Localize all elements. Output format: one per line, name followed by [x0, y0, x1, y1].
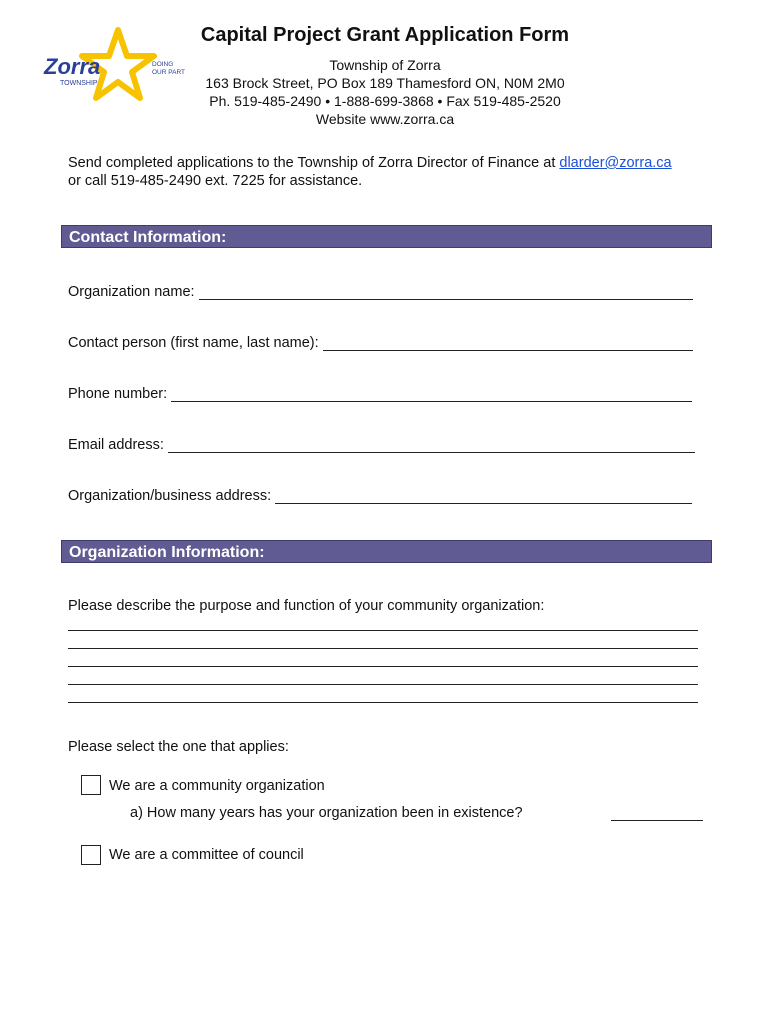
community-org-checkbox[interactable]: [81, 775, 101, 795]
logo-township: TOWNSHIP: [60, 80, 98, 87]
purpose-line-1[interactable]: [68, 630, 698, 631]
purpose-line-5[interactable]: [68, 702, 698, 703]
contact-person-input[interactable]: [323, 336, 693, 351]
org-website: Website www.zorra.ca: [315, 111, 455, 127]
committee-label: We are a committee of council: [109, 847, 304, 863]
purpose-line-4[interactable]: [68, 684, 698, 685]
years-input[interactable]: [611, 806, 703, 821]
email-link[interactable]: dlarder@zorra.ca: [559, 155, 672, 171]
org-name-input[interactable]: [199, 285, 693, 300]
address-label: Organization/business address:: [68, 488, 272, 504]
logo-tagline-2: OUR PART: [152, 69, 185, 76]
email-label: Email address:: [68, 437, 164, 453]
contact-person-label: Contact person (first name, last name):: [68, 335, 319, 351]
org-phone: Ph. 519-485-2490 • 1-888-699-3868 • Fax 519-485-2520: [209, 93, 561, 109]
logo-wordmark: Zorra: [44, 54, 101, 79]
contact-person-field: [68, 335, 693, 351]
org-name: Township of Zorra: [329, 57, 441, 73]
years-question: a) How many years has your organization been in existence?: [130, 805, 523, 821]
phone-field: [68, 386, 692, 402]
phone-label: Phone number:: [68, 386, 168, 402]
select-prompt: Please select the one that applies:: [68, 739, 289, 755]
form-title: Capital Project Grant Application Form: [200, 24, 570, 46]
community-org-label: We are a community organization: [109, 778, 325, 794]
purpose-line-3[interactable]: [68, 666, 698, 667]
committee-checkbox[interactable]: [81, 845, 101, 865]
address-input[interactable]: [275, 489, 692, 504]
org-name-field: [68, 284, 693, 300]
intro-before: Send completed applications to the Township of Zorra Director of Finance at: [68, 155, 560, 171]
purpose-prompt: Please describe the purpose and function of your community organization:: [68, 598, 545, 614]
intro-after: or call 519-485-2490 ext. 7225 for assistance.: [68, 173, 363, 189]
org-name-label: Organization name:: [68, 284, 195, 300]
address-field: [68, 488, 692, 504]
logo-tagline-1: DOING: [152, 61, 174, 68]
organization-section-heading: Organization Information:: [61, 540, 712, 563]
email-input[interactable]: [168, 438, 695, 453]
purpose-line-2[interactable]: [68, 648, 698, 649]
email-field: [68, 437, 695, 453]
org-address: 163 Brock Street, PO Box 189 Thamesford ON, N0M 2M0: [205, 75, 565, 91]
phone-input[interactable]: [171, 387, 692, 402]
intro-text: [68, 154, 728, 190]
contact-section-heading: Contact Information:: [61, 225, 712, 248]
